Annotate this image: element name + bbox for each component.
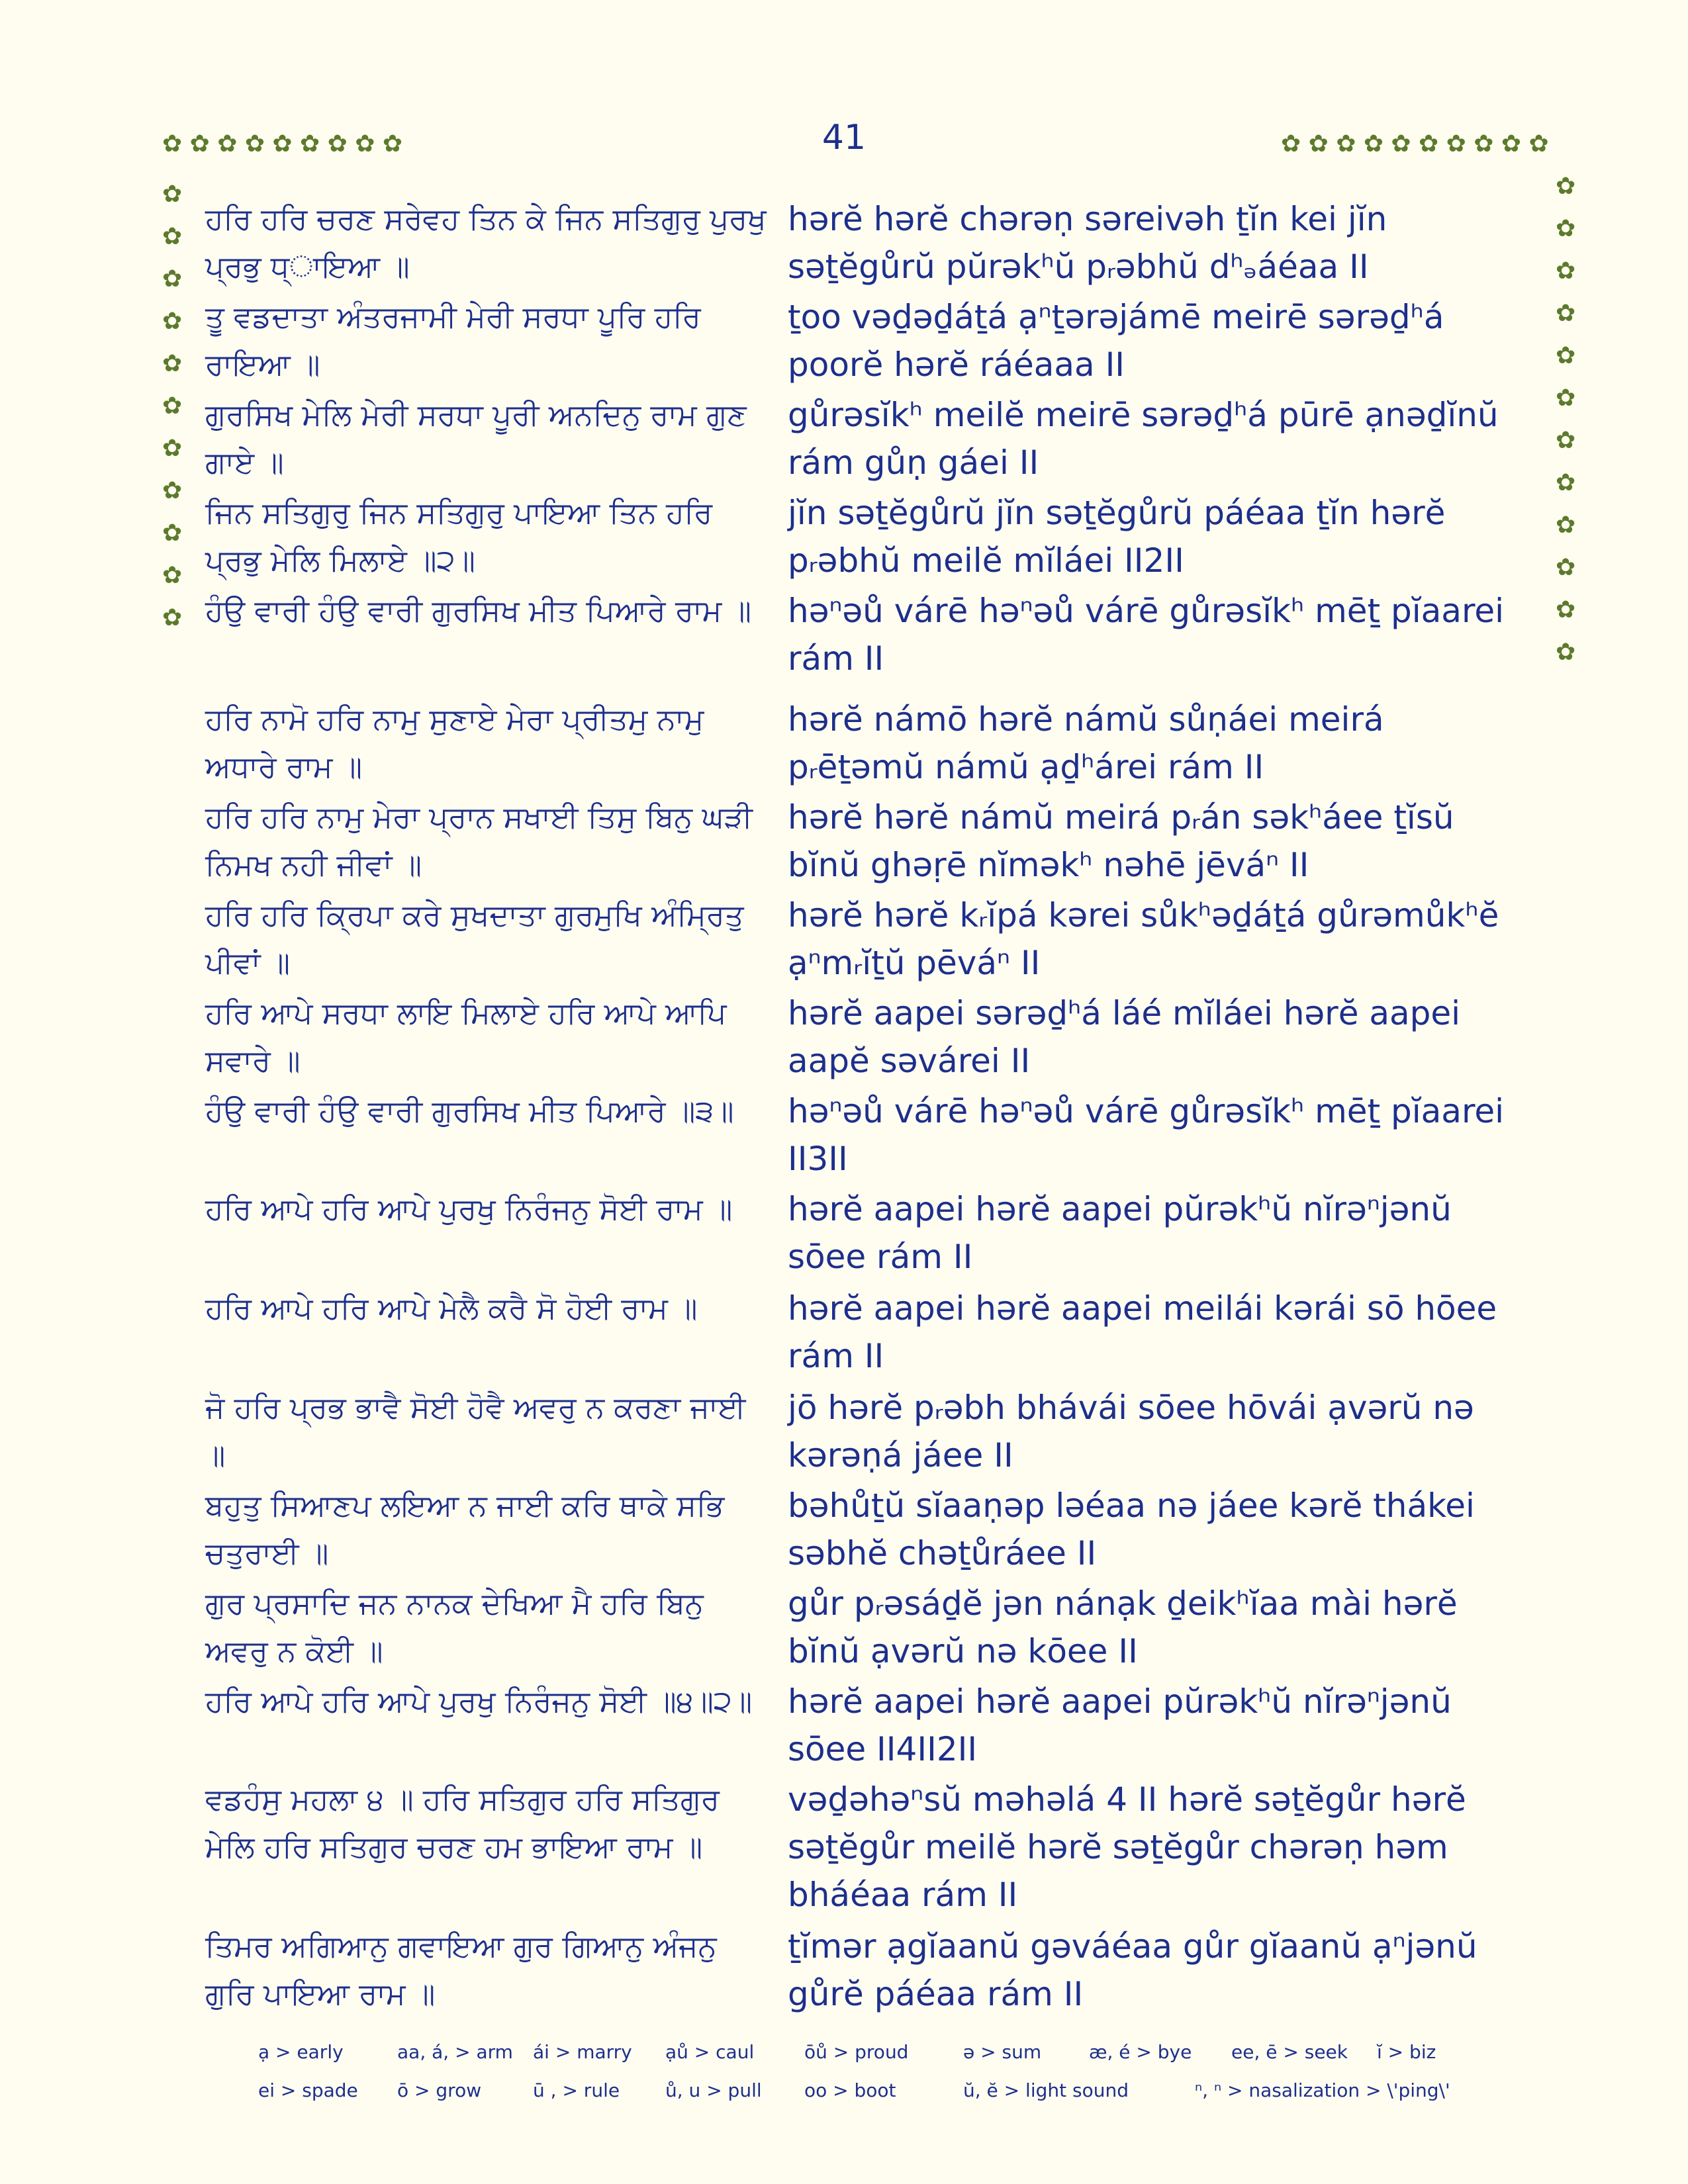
legend-item: ō > grow <box>397 2079 482 2101</box>
legend-item: ĭ > biz <box>1377 2041 1436 2063</box>
gurmukhi-text: ਤਿਮਰ ਅਗਿਆਨੁ ਗਵਾਇਆ ਗੁਰ ਗਿਆਨੁ ਅੰਜਨੁ ਗੁਰਿ ਪਾਇਆ ਰਾਮ ॥ <box>205 1929 717 2011</box>
gurmukhi-text: ਜਿਨ ਸਤਿਗੁਰੁ ਜਿਨ ਸਤਿਗੁਰੁ ਪਾਇਆ ਤਿਨ ਹਰਿ ਪ੍ਰਭੁ ਮੇਲਿ ਮਿਲਾਏ ॥੨॥ <box>205 495 713 578</box>
verse-row <box>205 489 1529 587</box>
transliteration-text: ṯoo vəḏəḏáṯá ạⁿṯərəjámē meirē sərəḏʰá poorĕ hərĕ ráéaaa II <box>788 298 1444 384</box>
verse-row <box>205 1776 1529 1923</box>
verse-row <box>205 1087 1529 1185</box>
transliteration-text: hərĕ hərĕ námŭ meirá pᵣán səkʰáee ṯĭsŭ bĭnŭ ghəṛē nĭməkʰ nəhē jēváⁿ II <box>788 798 1454 884</box>
transliteration-text: vəḏəhəⁿsŭ məhəlá 4 II hərĕ səṯĕgůr hərĕ səṯĕgůr meilĕ hərĕ səṯĕgůr chərəṇ həm bháéaa rám II <box>788 1780 1466 1914</box>
gurmukhi-text: ਹਰਿ ਹਰਿ ਨਾਮੁ ਮੇਰਾ ਪ੍ਰਾਨ ਸਖਾਈ ਤਿਸੁ ਬਿਨੁ ਘੜੀ ਨਿਮਖ ਨਹੀ ਜੀਵਾਂ ॥ <box>205 799 753 882</box>
verse-row <box>205 587 1529 696</box>
gurmukhi-text: ਹਰਿ ਆਪੇ ਹਰਿ ਆਪੇ ਪੁਰਖੁ ਨਿਰੰਜਨੁ ਸੋਈ ਰਾਮ ॥ <box>205 1191 733 1226</box>
transliteration-text: hərĕ aapei hərĕ aapei pŭrəkʰŭ nĭrəⁿjənŭ sōee II4II2II <box>788 1682 1452 1768</box>
legend-item: æ, é > bye <box>1089 2041 1192 2063</box>
gurmukhi-text: ਹਰਿ ਆਪੇ ਹਰਿ ਆਪੇ ਪੁਰਖੁ ਨਿਰੰਜਨੁ ਸੋਈ ॥੪॥੨॥ <box>205 1684 753 1719</box>
transliteration-text: hərĕ námō hərĕ námŭ sůṇáei meirá pᵣēṯəmŭ námŭ ạḏʰárei rám II <box>788 700 1384 786</box>
legend-item: aa, á, > arm <box>397 2041 513 2063</box>
flower-ornament-icon: ✿ ✿ ✿ ✿ ✿ ✿ ✿ ✿ ✿ ✿ ✿ <box>162 181 183 631</box>
transliteration-text: həⁿəů várē həⁿəů várē gůrəsĭkʰ mēṯ pĭaarei II3II <box>788 1092 1505 1178</box>
legend-item: ei > spade <box>258 2079 358 2101</box>
legend-item: ạů > caul <box>665 2041 755 2063</box>
legend-item: ⁿ, ⁿ > nasalization > \'ping\' <box>1195 2079 1450 2101</box>
verse-row <box>205 1580 1529 1678</box>
transliteration-text: hərĕ aapei hərĕ aapei meilái kərái sō hōee rám II <box>788 1289 1497 1375</box>
transliteration-text: bəhůṯŭ sĭaaṇəp ləéaa nə jáee kərĕ thákei səbhĕ chəṯůráee II <box>788 1486 1475 1572</box>
gurmukhi-text: ਹਰਿ ਨਾਮੋ ਹਰਿ ਨਾਮੁ ਸੁਣਾਏ ਮੇਰਾ ਪ੍ਰੀਤਮੁ ਨਾਮੁ ਅਧਾਰੇ ਰਾਮ ॥ <box>205 702 704 784</box>
page-number: 41 <box>821 118 867 158</box>
verse-list <box>205 195 1529 2021</box>
gurmukhi-text: ਹਰਿ ਹਰਿ ਕ੍ਰਿਪਾ ਕਰੇ ਸੁਖਦਾਤਾ ਗੁਰਮੁਖਿ ਅੰਮ੍ਰਿਤੁ ਪੀਵਾਂ ॥ <box>205 897 744 980</box>
transliteration-text: ṯĭmər ạgĭaanŭ gəváéaa gůr gĭaanŭ ạⁿjənŭ gůrĕ páéaa rám II <box>788 1927 1477 2013</box>
legend-row <box>258 2033 1516 2071</box>
legend-item: ů, u > pull <box>665 2079 762 2101</box>
transliteration-text: hərĕ aapei hərĕ aapei pŭrəkʰŭ nĭrəⁿjənŭ sōee rám II <box>788 1190 1452 1276</box>
flower-ornament-icon: ✿ ✿ ✿ ✿ ✿ ✿ ✿ ✿ ✿ <box>162 130 403 158</box>
flower-ornament-icon: ✿ ✿ ✿ ✿ ✿ ✿ ✿ ✿ ✿ ✿ ✿ ✿ <box>1556 173 1576 666</box>
transliteration-text: hərĕ hərĕ kᵣĭpá kərei sůkʰəḏáṯá gůrəmůkʰĕ ạⁿmᵣĭṯŭ pēváⁿ II <box>788 896 1499 982</box>
legend-item: oo > boot <box>804 2079 896 2101</box>
legend-item: ái > marry <box>533 2041 632 2063</box>
transliteration-text: jō hərĕ pᵣəbh bhávái sōee hōvái ạvərŭ nə kərəṇá jáee II <box>788 1388 1474 1475</box>
verse-row <box>205 1285 1529 1384</box>
transliteration-text: gůr pᵣəsáḏĕ jən nánạk ḏeikʰĭaa mài hərĕ bĭnŭ ạvərŭ nə kōee II <box>788 1584 1458 1670</box>
gurmukhi-text: ਹੰਉ ਵਾਰੀ ਹੰਉ ਵਾਰੀ ਗੁਰਸਿਖ ਮੀਤ ਪਿਆਰੇ ॥੩॥ <box>205 1093 734 1128</box>
transliteration-text: gůrəsĭkʰ meilĕ meirē sərəḏʰá pūrē ạnəḏĭnŭ rám gůṇ gáei II <box>788 396 1499 482</box>
verse-row <box>205 195 1529 293</box>
legend-item: ee, ē > seek <box>1231 2041 1348 2063</box>
legend-item: ū , > rule <box>533 2079 620 2101</box>
legend-item: ə > sum <box>963 2041 1042 2063</box>
verse-row <box>205 1482 1529 1580</box>
verse-row <box>205 696 1529 794</box>
verse-row <box>205 293 1529 391</box>
verse-row <box>205 989 1529 1087</box>
gurmukhi-text: ਹਰਿ ਹਰਿ ਚਰਣ ਸਰੇਵਹ ਤਿਨ ਕੇ ਜਿਨ ਸਤਿਗੁਰੁ ਪੁਰਖੁ ਪ੍ਰਭੁ ਧ੍ਾਇਆ ॥ <box>205 201 767 284</box>
gurmukhi-text: ਜੋ ਹਰਿ ਪ੍ਰਭ ਭਾਵੈ ਸੋਈ ਹੋਵੈ ਅਵਰੁ ਨ ਕਰਣਾ ਜਾਈ ॥ <box>205 1390 746 1473</box>
gurmukhi-text: ਵਡਹੰਸੁ ਮਹਲਾ ੪ ॥ ਹਰਿ ਸਤਿਗੁਰ ਹਰਿ ਸਤਿਗੁਰ ਮੇਲਿ ਹਰਿ ਸਤਿਗੁਰ ਚਰਣ ਹਮ ਭਾਇਆ ਰਾਮ ॥ <box>205 1782 720 1864</box>
gurmukhi-text: ਹਰਿ ਆਪੇ ਹਰਿ ਆਪੇ ਮੇਲੈ ਕਰੈ ਸੋ ਹੋਈ ਰਾਮ ॥ <box>205 1291 698 1326</box>
verse-row <box>205 1185 1529 1285</box>
gurmukhi-text: ਗੁਰਸਿਖ ਮੇਲਿ ਮੇਰੀ ਸਰਧਾ ਪੂਰੀ ਅਨਦਿਨੁ ਰਾਮ ਗੁਣ ਗਾਏ ॥ <box>205 397 747 480</box>
verse-row <box>205 1384 1529 1482</box>
gurmukhi-text: ਤੂ ਵਡਦਾਤਾ ਅੰਤਰਜਾਮੀ ਮੇਰੀ ਸਰਧਾ ਪੂਰਿ ਹਰਿ ਰਾਇਆ ॥ <box>205 299 701 382</box>
transliteration-text: həⁿəů várē həⁿəů várē gůrəsĭkʰ mēṯ pĭaarei rám II <box>788 592 1505 678</box>
flower-ornament-icon: ✿ ✿ ✿ ✿ ✿ ✿ ✿ ✿ ✿ ✿ <box>1281 130 1549 158</box>
verse-row <box>205 891 1529 989</box>
legend-item: ōů > proud <box>804 2041 909 2063</box>
transliteration-text: hərĕ hərĕ chərəṇ səreivəh ṯĭn kei jĭn səṯĕgůrŭ pŭrəkʰŭ pᵣəbhŭ dʰₔáéaa II <box>788 200 1387 286</box>
gurmukhi-text: ਬਹੁਤੁ ਸਿਆਣਪ ਲਇਆ ਨ ਜਾਈ ਕਰਿ ਥਾਕੇ ਸਭਿ ਚਤੁਰਾਈ ॥ <box>205 1488 725 1570</box>
gurmukhi-text: ਗੁਰ ਪ੍ਰਸਾਦਿ ਜਨ ਨਾਨਕ ਦੇਖਿਆ ਮੈ ਹਰਿ ਬਿਨੁ ਅਵਰੁ ਨ ਕੋਈ ॥ <box>205 1586 704 1668</box>
pronunciation-legend <box>258 2033 1516 2110</box>
transliteration-text: hərĕ aapei sərəḏʰá láé mĭláei hərĕ aapei aapĕ səvárei II <box>788 994 1461 1080</box>
verse-row <box>205 1923 1529 2021</box>
gurmukhi-text: ਹਰਿ ਆਪੇ ਸਰਧਾ ਲਾਇ ਮਿਲਾਏ ਹਰਿ ਆਪੇ ਆਪਿ ਸਵਾਰੇ ॥ <box>205 995 727 1078</box>
legend-item: ạ > early <box>258 2041 344 2063</box>
gurmukhi-text: ਹੰਉ ਵਾਰੀ ਹੰਉ ਵਾਰੀ ਗੁਰਸਿਖ ਮੀਤ ਪਿਆਰੇ ਰਾਮ ॥ <box>205 593 751 628</box>
verse-row <box>205 794 1529 891</box>
verse-row <box>205 391 1529 489</box>
verse-row <box>205 1678 1529 1776</box>
legend-row <box>258 2071 1516 2110</box>
legend-item: ŭ, ĕ > light sound <box>963 2079 1129 2101</box>
transliteration-text: jĭn səṯĕgůrŭ jĭn səṯĕgůrŭ páéaa ṯĭn hərĕ pᵣəbhŭ meilĕ mĭláei II2II <box>788 494 1446 580</box>
